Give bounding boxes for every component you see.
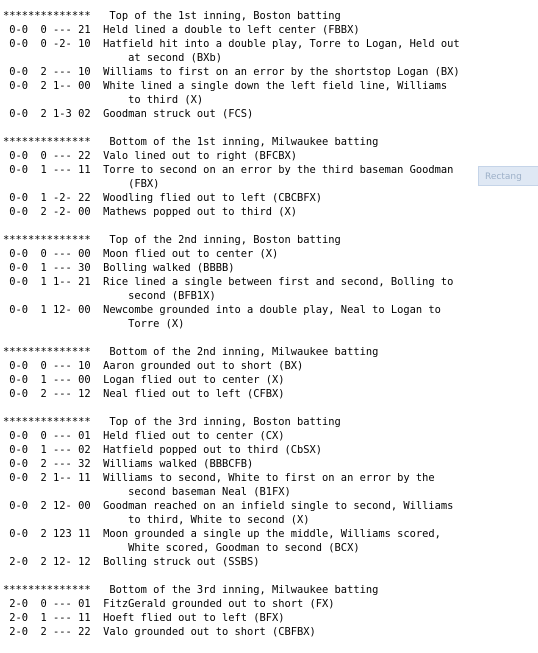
play-line: 0-0 1 -2- 22 Woodling flied out to left (CBCBFX) xyxy=(3,192,323,204)
play-line: 0-0 1 --- 11 Torre to second on an error by the third baseman Goodman xyxy=(3,164,454,176)
play-line: (FBX) xyxy=(3,178,160,190)
play-line: to third (X) xyxy=(3,94,204,106)
play-line: at second (BXb) xyxy=(3,52,222,64)
play-line: 0-0 1 12- 00 Newcombe grounded into a double play, Neal to Logan to xyxy=(3,304,441,316)
play-line: second (BFB1X) xyxy=(3,290,216,302)
play-line: 2-0 0 --- 01 FitzGerald grounded out to short (FX) xyxy=(3,598,335,610)
tooltip-fragment: Rectang xyxy=(478,166,538,186)
half-inning-block xyxy=(3,583,538,639)
play-line: 0-0 1 --- 02 Hatfield popped out to third (CbSX) xyxy=(3,444,323,456)
play-line: 2-0 2 12- 12 Bolling struck out (SSBS) xyxy=(3,556,260,568)
half-inning-header: ************** Top of the 2nd inning, Boston batting xyxy=(3,234,341,246)
half-inning-block xyxy=(3,415,538,569)
half-inning-block xyxy=(3,9,538,121)
play-line: 0-0 0 --- 10 Aaron grounded out to short (BX) xyxy=(3,360,304,372)
play-line: 0-0 2 1-- 11 Williams to second, White to first on an error by the xyxy=(3,472,435,484)
half-inning-header: ************** Top of the 3rd inning, Boston batting xyxy=(3,416,341,428)
half-inning-block xyxy=(3,233,538,331)
half-inning-header: ************** Bottom of the 1st inning, Milwaukee batting xyxy=(3,136,379,148)
play-line: 0-0 2 1-- 00 White lined a single down the left field line, Williams xyxy=(3,80,448,92)
play-line: 0-0 0 --- 22 Valo lined out to right (BFCBX) xyxy=(3,150,298,162)
play-line: 0-0 0 --- 21 Held lined a double to left center (FBBX) xyxy=(3,24,360,36)
play-line: to third, White to second (X) xyxy=(3,514,310,526)
half-inning-header: ************** Bottom of the 3rd inning, Milwaukee batting xyxy=(3,584,379,596)
play-by-play-log xyxy=(3,9,538,653)
play-line: 0-0 2 --- 10 Williams to first on an error by the shortstop Logan (BX) xyxy=(3,66,460,78)
play-line: 2-0 2 --- 22 Valo grounded out to short (CBFBX) xyxy=(3,626,316,638)
half-inning-block xyxy=(3,135,538,219)
play-line: 0-0 1 1-- 21 Rice lined a single between first and second, Bolling to xyxy=(3,276,454,288)
play-line: 0-0 2 -2- 00 Mathews popped out to third (X) xyxy=(3,206,298,218)
play-line: 0-0 0 -2- 10 Hatfield hit into a double play, Torre to Logan, Held out xyxy=(3,38,460,50)
play-line: 0-0 1 --- 30 Bolling walked (BBBB) xyxy=(3,262,235,274)
play-line: 0-0 2 1-3 02 Goodman struck out (FCS) xyxy=(3,108,254,120)
play-line: Torre (X) xyxy=(3,318,185,330)
play-line: 2-0 1 --- 11 Hoeft flied out to left (BFX) xyxy=(3,612,285,624)
play-line: 0-0 2 12- 00 Goodman reached on an infield single to second, Williams xyxy=(3,500,454,512)
play-line: 0-0 2 --- 12 Neal flied out to left (CFBX) xyxy=(3,388,285,400)
half-inning-header: ************** Bottom of the 2nd inning, Milwaukee batting xyxy=(3,346,379,358)
play-line: 0-0 1 --- 00 Logan flied out to center (X) xyxy=(3,374,285,386)
half-inning-block xyxy=(3,345,538,401)
play-line: 0-0 2 --- 32 Williams walked (BBBCFB) xyxy=(3,458,254,470)
play-line: 0-0 0 --- 00 Moon flied out to center (X) xyxy=(3,248,279,260)
play-line: 0-0 2 123 11 Moon grounded a single up the middle, Williams scored, xyxy=(3,528,441,540)
half-inning-header: ************** Top of the 1st inning, Boston batting xyxy=(3,10,341,22)
play-line: 0-0 0 --- 01 Held flied out to center (CX) xyxy=(3,430,285,442)
play-line: second baseman Neal (B1FX) xyxy=(3,486,291,498)
play-line: White scored, Goodman to second (BCX) xyxy=(3,542,360,554)
